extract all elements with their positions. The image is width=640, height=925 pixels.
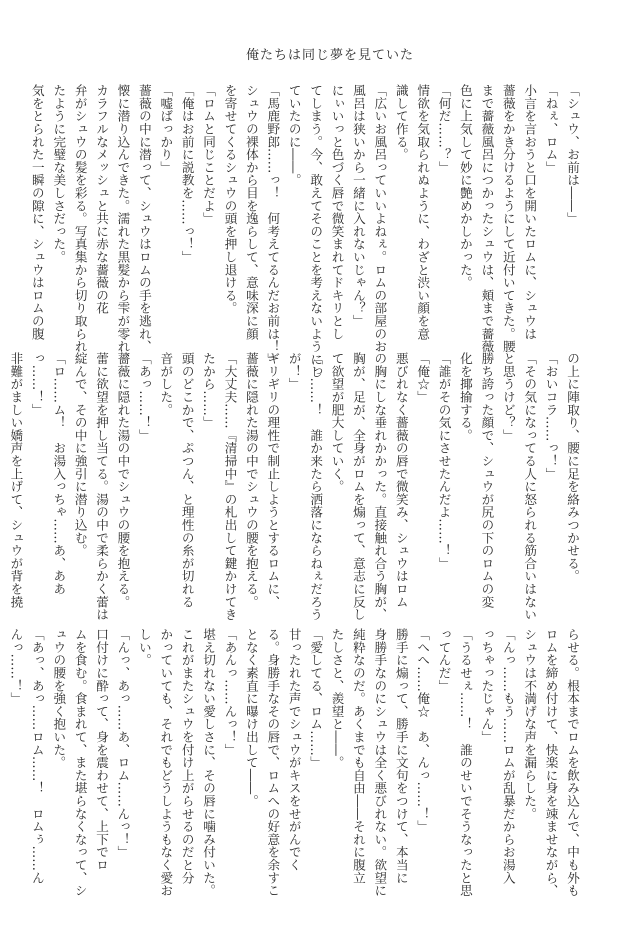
text-line: 「あっ、あっ……ロム……！ ロムぅ……ん [29,628,45,884]
text-line: 「広いお風呂っていいよねぇ。ロムの部屋のお [372,84,388,353]
text-block-bottom [8,628,583,898]
text-line: 薔薇に隠れた湯の中でシュウの腰を抱える。 [115,352,131,608]
text-line: っ……！」 [29,352,45,416]
text-line: 頭のどこかで、ぷつん、と理性の糸が切れる [179,352,195,608]
text-line: 懐に潜り込んできた。濡れた黒髪から雫が零れ、 [115,84,131,366]
text-line: 「ねぇ、ロム」 [543,84,559,174]
text-line: 胸が、足が、全身がロムを煽って、意志に反し [350,352,366,621]
text-line: 「何だ……？」 [436,84,452,174]
text-line: 身勝手なのにシュウは全く悪びれない。欲望に [372,628,388,897]
text-line: 「おいコラ……っ！」 [543,352,559,480]
text-line: にぃいっと色づく唇で微笑まれてドキリとし [329,84,345,340]
text-line: かっていても、それでもどうしようもなく愛お [158,628,174,897]
text-line: んっ……！」 [8,628,24,705]
text-line: 色に上気して妙に艶めかしかった。 [457,84,473,289]
text-line: 勝手に煽って、勝手に文句をつけて、本当に [393,628,409,884]
text-line: しい。 [136,628,152,667]
text-line: 綻んで、その中に強引に潜り込む。 [72,352,88,557]
text-line: 甘ったれた声でシュウがキスをせがんでく [286,628,302,872]
text-line: 薔薇に隠れた湯の中でシュウの腰を抱える。 [243,352,259,608]
text-line: たから……」 [201,352,217,429]
text-line: 「馬鹿野郎……っ！ 何考えてるんだお前は！」 [265,84,281,366]
text-line: らせる。根本までロムを飲み込んで、中も外も [565,628,580,897]
text-line: たように完璧な美しさだった。 [51,84,67,264]
text-line: 「愛してる、ロム……」 [308,628,324,769]
text-line: ギリギリの理性で制止しようとするロムに、 [265,352,281,608]
text-line: っちゃったじゃん」 [479,628,495,744]
text-line: 悪びれなく薔薇の唇で微笑み、シュウはロム [393,352,409,608]
text-line: 「あっ……！」 [136,352,152,442]
text-line: 純粋なのだ。あくまでも自由――それに腹立 [350,628,366,884]
text-line: 「俺はお前に説教を……っ！」 [179,84,195,264]
text-line: 「あんっ……んっ！」 [222,628,238,756]
text-line: る。身勝手なその唇で、ロムへの好意を余すこ [265,628,281,897]
text-line: 「へへ……俺☆ あ、んっ……！」 [415,628,431,833]
text-line: 「シュウ、お前は――」 [565,84,580,225]
text-line: ていたのに――。 [286,84,302,187]
text-line: これがまたシュウを付け上がらせるのだと分 [179,628,195,884]
text-line: 「ロ……ム！ お湯入っちゃ……あ、ああ [51,352,67,596]
text-line: と思うけど？」 [500,352,516,442]
text-line: 「誰がその気にさせたんだよ……！」 [436,352,452,570]
text-line: ロムを締め付けて、快楽に身を竦ませながら、 [543,628,559,897]
text-block-middle [8,352,583,627]
text-line: 非難がましい嬌声を上げて、シュウが背を撓 [8,352,24,608]
text-line: まで薔薇風呂につかったシュウは、頬まで薔薇 [479,84,495,353]
text-line: 勝ち誇った顔で、シュウが尻の下のロムの変 [479,352,495,608]
text-line: ってんだ」 [436,628,452,692]
text-line: て欲望が肥大していく。 [329,352,345,493]
text-line: 「っ……！ 誰か来たら洒落にならねぇだろう [308,352,324,621]
text-line: の胸にしな垂れかかった。直接触れ合う胸が、 [372,352,388,621]
text-line: 気をとられた一瞬の隙に、シュウはロムの腹 [29,84,45,340]
text-line: てしまう。今、敢えてそのことを考えないようにし [308,84,324,379]
text-line: 「大丈夫……『清掃中』の札出して鍵かけてき [222,352,238,621]
text-line: 「うるせぇ……！ 誰のせいでそうなったと思 [457,628,473,897]
text-line: 風呂は狭いから一緒に入れないじゃん？」 [350,84,366,328]
text-line: たしさと、羨望と――。 [329,628,345,769]
text-line: 弁がシュウの髪を彩る。写真集から切り取られ [72,84,88,353]
text-line: 「俺☆」 [415,352,431,404]
text-line: カラフルなメッシュと共に赤な薔薇の花 [94,84,110,315]
text-line: 「ロムと同じことだよ」 [201,84,217,225]
text-line: 音がした。 [158,352,174,416]
text-line: を寄せてくるシュウの頭を押し退ける。 [222,84,238,315]
text-line: となく素直に曝け出して――。 [243,628,259,808]
text-line: 小言を言おうと口を開いたロムに、シュウは [522,84,538,340]
text-line: ュウの腰を強く抱いた。 [51,628,67,769]
text-line: 薔薇の中に潜って、シュウはロムの手を逃れ、 [136,84,152,353]
text-line: 薔薇をかき分けるようにして近付いてきた。腰 [500,84,516,353]
text-line: 情欲を気取られぬように、わざと渋い顔を意 [415,84,431,340]
text-line: 蕾に欲望を押し当てる。湯の中で柔らかく蕾は [94,352,110,621]
text-line: 「その気になってる人に怒られる筋合いはない [522,352,538,621]
text-line: 「嘘ばっかり」 [158,84,174,174]
text-line: 識して作る。 [393,84,409,161]
text-line: 口付けに酔って、身を震わせて、上下でロ [94,628,110,872]
text-line: 「んっ……もう……ロムが乱暴だからお湯入 [500,628,516,884]
text-line: 化を揶揄する。 [457,352,473,442]
page-title: 俺たちは同じ夢を見ていた [245,48,414,63]
text-line: ムを食む。食まれて、また堪らなくなって、シ [72,628,88,897]
text-line: シュウは不満げな声を漏らした。 [522,628,538,820]
text-line: の上に陣取り、腰に足を絡みつかせる。 [565,352,580,583]
text-line: シュウの裸体から目を逸らして、意味深に顔 [243,84,259,340]
text-line: が！」 [286,352,302,391]
text-block-top [29,84,583,379]
text-line: 堪え切れない愛しさに、その唇に噛み付いた。 [201,628,217,897]
text-line: 「んっ、あっ……あ、ロム……んっ！」 [115,628,131,859]
